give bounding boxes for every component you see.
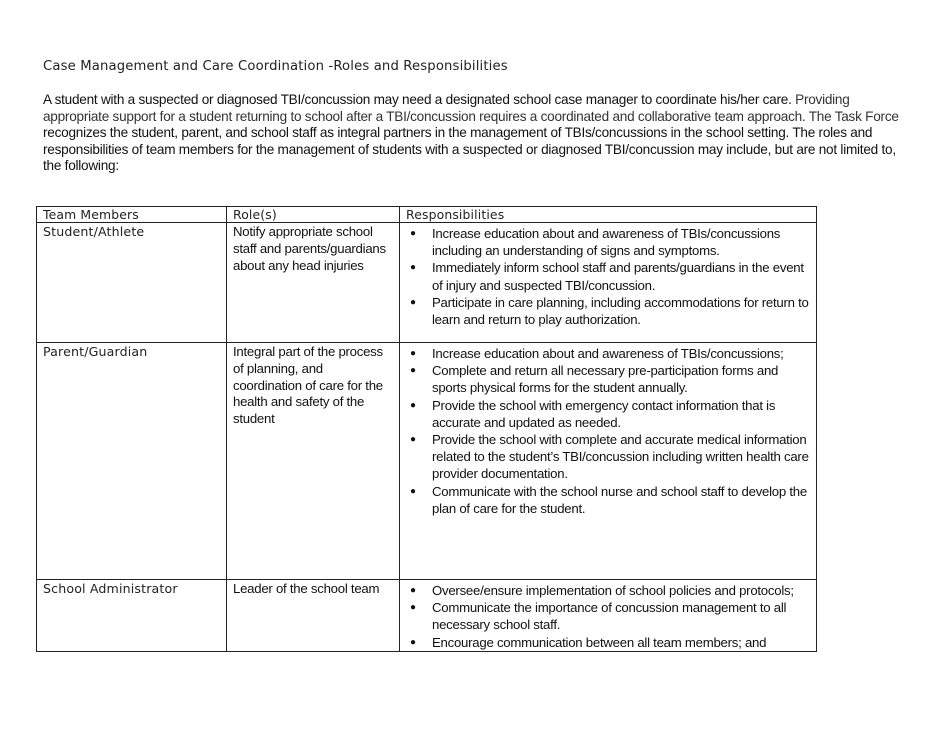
bullet-icon: ● <box>410 296 416 308</box>
roles-table <box>36 206 817 652</box>
list-item <box>410 362 810 396</box>
bullet-icon: ● <box>410 365 416 377</box>
header-team-members: Team Members <box>37 207 227 223</box>
table-header-row <box>37 207 817 223</box>
role-cell: Integral part of the process of planning, and coordination of care for the health and safety of the student <box>227 343 400 580</box>
list-item <box>410 397 810 431</box>
responsibilities-list <box>400 345 810 517</box>
team-member-cell: School Administrator <box>37 580 227 652</box>
list-item-text: Oversee/ensure implementation of school policies and protocols; <box>432 583 794 598</box>
table-row <box>37 580 817 652</box>
bullet-icon: ● <box>410 485 416 497</box>
list-item-text: Complete and return all necessary pre-participation forms and sports physical forms for the student annually. <box>432 363 779 396</box>
list-item-text: Immediately inform school staff and parents/guardians in the event of injury and suspected TBI/concussion. <box>432 260 804 293</box>
bullet-icon: ● <box>410 399 416 411</box>
list-item-text: Provide the school with emergency contact information that is accurate and updated as needed. <box>432 397 776 430</box>
table-row <box>37 223 817 343</box>
list-item <box>410 431 810 483</box>
list-item <box>410 259 810 293</box>
bullet-icon: ● <box>410 348 416 359</box>
bullet-icon: ● <box>410 434 416 446</box>
list-item <box>410 345 810 362</box>
bullet-icon: ● <box>410 228 416 239</box>
responsibilities-list <box>400 582 810 651</box>
list-item <box>410 634 810 651</box>
team-member-cell: Parent/Guardian <box>37 343 227 580</box>
list-item-text: Communicate with the school nurse and school staff to develop the plan of care for the student. <box>432 483 807 516</box>
table-row <box>37 343 817 580</box>
list-item-text: Increase education about and awareness of TBIs/concussions; <box>432 346 784 361</box>
intro-text-b: Providing appropriate support for a student returning to school after a TBI/concussion requires a coordinated and collaborative team approach. The Task Force <box>43 92 899 124</box>
list-item-text: Encourage communication between all team members; and <box>432 634 767 650</box>
intro-text-a: A student with a suspected or diagnosed TBI/concussion may need a designated school case manager to coordinate his/her care. <box>43 92 792 107</box>
list-item <box>410 599 810 633</box>
bullet-icon: ● <box>410 262 416 274</box>
header-responsibilities: Responsibilities <box>400 207 817 223</box>
responsibilities-cell <box>400 223 817 343</box>
team-member-cell: Student/Athlete <box>37 223 227 343</box>
responsibilities-cell <box>400 343 817 580</box>
intro-text-c: recognizes the student, parent, and school staff as integral partners in the management of TBIs/concussions in the school setting. The roles and responsibilities of team members for the management of students with a suspected or diagnosed TBI/concussion may include, but are not limited to, the following: <box>43 125 896 173</box>
section-heading: Case Management and Care Coordination -Roles and Responsibilities <box>43 59 508 74</box>
list-item-text: Participate in care planning, including accommodations for return to learn and return to play authorization. <box>432 294 809 328</box>
list-item <box>410 225 810 259</box>
list-item-text: Communicate the importance of concussion management to all necessary school staff. <box>432 600 787 633</box>
list-item <box>410 294 810 328</box>
bullet-icon: ● <box>410 636 416 648</box>
responsibilities-list <box>400 225 810 328</box>
bullet-icon: ● <box>410 585 416 596</box>
bullet-icon: ● <box>410 602 416 614</box>
role-cell: Notify appropriate school staff and parents/guardians about any head injuries <box>227 223 400 343</box>
header-roles: Role(s) <box>227 207 400 223</box>
list-item <box>410 582 810 599</box>
intro-paragraph <box>43 92 909 175</box>
role-cell: Leader of the school team <box>227 580 400 652</box>
list-item-text: Provide the school with complete and accurate medical information related to the student’s TBI/concussion including written health care provider documentation. <box>432 432 809 482</box>
responsibilities-cell <box>400 580 817 652</box>
list-item-text: Increase education about and awareness of TBIs/concussions including an understanding of signs and symptoms. <box>432 226 781 259</box>
list-item <box>410 483 810 517</box>
